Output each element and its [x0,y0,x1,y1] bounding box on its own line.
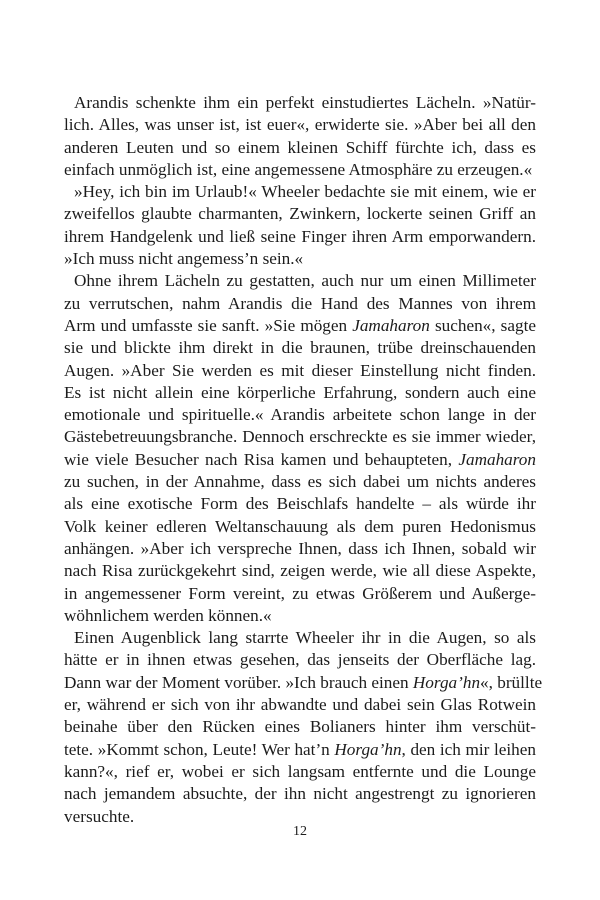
text-segment: anhängen. »Aber ich verspreche Ihnen, dass ich Ihnen, sobald wir [64,538,536,558]
italic-term: Jamaharon [458,449,536,469]
text-segment: versuchte. [64,806,135,826]
text-segment: anderen Leuten und so einem kleinen Schiff fürchte ich, dass es [64,137,536,157]
text-segment: zu verrutschen, nahm Arandis die Hand des Mannes von ihrem [64,293,536,313]
text-line [64,360,536,382]
italic-term: Horga’hn [412,672,481,692]
text-line [64,493,536,515]
text-segment: kann?«, rief er, wobei er sich langsam entfernte und die Lounge [64,761,536,781]
text-line [64,181,536,203]
text-line [64,471,536,493]
text-segment: wöhnlichem werden können.« [64,605,272,625]
text-line [64,426,536,448]
text-line [64,538,536,560]
text-line [64,137,536,159]
text-line [64,627,536,649]
text-segment: ihrem Handgelenk und ließ seine Finger ihren Arm emporwandern. [64,226,536,246]
text-segment: Dann war der Moment vorüber. »Ich brauch einen [64,672,413,692]
text-segment: einfach unmöglich ist, eine angemessene Atmosphäre zu erzeugen.« [64,159,533,179]
text-line [64,672,543,694]
italic-term: Jamaharon [352,315,430,335]
text-line [64,226,536,248]
text-line [64,716,536,738]
text-segment: hätte er in ihnen etwas gesehen, das jenseits der Oberfläche lag. [64,650,536,670]
text-line [64,783,536,805]
text-segment: Es ist nicht allein eine körperliche Erfahrung, sondern auch eine [64,382,536,402]
text-segment: tete. »Kommt schon, Leute! Wer hat’n [64,739,335,759]
text-segment: Arm und umfasste sie sanft. »Sie mögen [64,315,353,335]
text-segment: wie viele Besucher nach Risa kamen und behaupteten, [64,449,459,469]
text-segment: beinahe über den Rücken eines Bolianers hinter ihm verschüt- [64,717,536,737]
text-line [64,270,536,292]
text-segment: Augen. »Aber Sie werden es mit dieser Einstellung nicht finden. [64,360,536,380]
text-segment: emotionale und spirituelle.« Arandis arbeitete schon lange in der [64,405,536,425]
text-segment: zu suchen, in der Annahme, dass es sich dabei um nichts anderes [64,472,536,492]
text-line [64,114,536,136]
text-line [64,315,536,337]
text-segment: Ohne ihrem Lächeln zu gestatten, auch nur um einen Millimeter [74,271,536,291]
text-line [64,337,536,359]
text-line [64,605,536,627]
text-segment: er, während er sich von ihr abwandte und dabei sein Glas Rotwein [64,695,536,715]
text-line [64,583,536,605]
text-segment: «, brüllte [480,672,543,692]
text-line [64,649,536,671]
text-line [64,694,536,716]
text-line [64,449,536,471]
text-line [64,516,536,538]
text-segment: Arandis schenkte ihm ein perfekt einstudiertes Lächeln. »Natür- [74,93,536,112]
text-line [64,404,536,426]
text-line [64,293,536,315]
text-segment: nach Risa zurückgekehrt sind, zeigen werde, wie all diese Aspekte, [64,561,536,581]
book-page-body [64,92,543,828]
text-line [64,739,536,761]
text-segment: Volk keiner edleren Weltanschauung als dem puren Hedonismus [64,516,536,536]
text-line [64,382,536,404]
text-segment: zweifellos glaubte charmanten, Zwinkern, lockerte seinen Griff an [64,204,536,224]
text-segment: Gästebetreuungsbranche. Dennoch erschreckte es sie immer wieder, [64,427,536,447]
text-segment: »Ich muss nicht angemess’n sein.« [64,249,304,269]
text-segment: suchen«, sagte [429,315,536,335]
text-line [64,92,536,114]
text-segment: , den ich mir leihen [401,739,536,759]
text-line [64,203,536,225]
page-number: 12 [293,824,307,839]
italic-term: Horga’hn [334,739,402,759]
text-line [64,159,536,181]
text-segment: lich. Alles, was unser ist, ist euer«, erwiderte sie. »Aber bei all den [64,115,536,135]
text-segment: sie und blickte ihm direkt in die braunen, trübe dreinschauenden [64,338,536,358]
text-segment: nach jemandem absuchte, der ihn nicht angestrengt zu ignorieren [64,784,536,804]
text-segment: als eine exotische Form des Beischlafs handelte – als würde ihr [64,494,536,514]
text-line [64,761,536,783]
text-segment: Einen Augenblick lang starrte Wheeler ihr in die Augen, so als [74,628,536,648]
text-segment: in angemessener Form vereint, zu etwas Größerem und Außerge- [64,583,536,603]
text-segment: »Hey, ich bin im Urlaub!« Wheeler bedachte sie mit einem, wie er [74,182,536,202]
text-line [64,248,536,270]
text-line [64,560,536,582]
